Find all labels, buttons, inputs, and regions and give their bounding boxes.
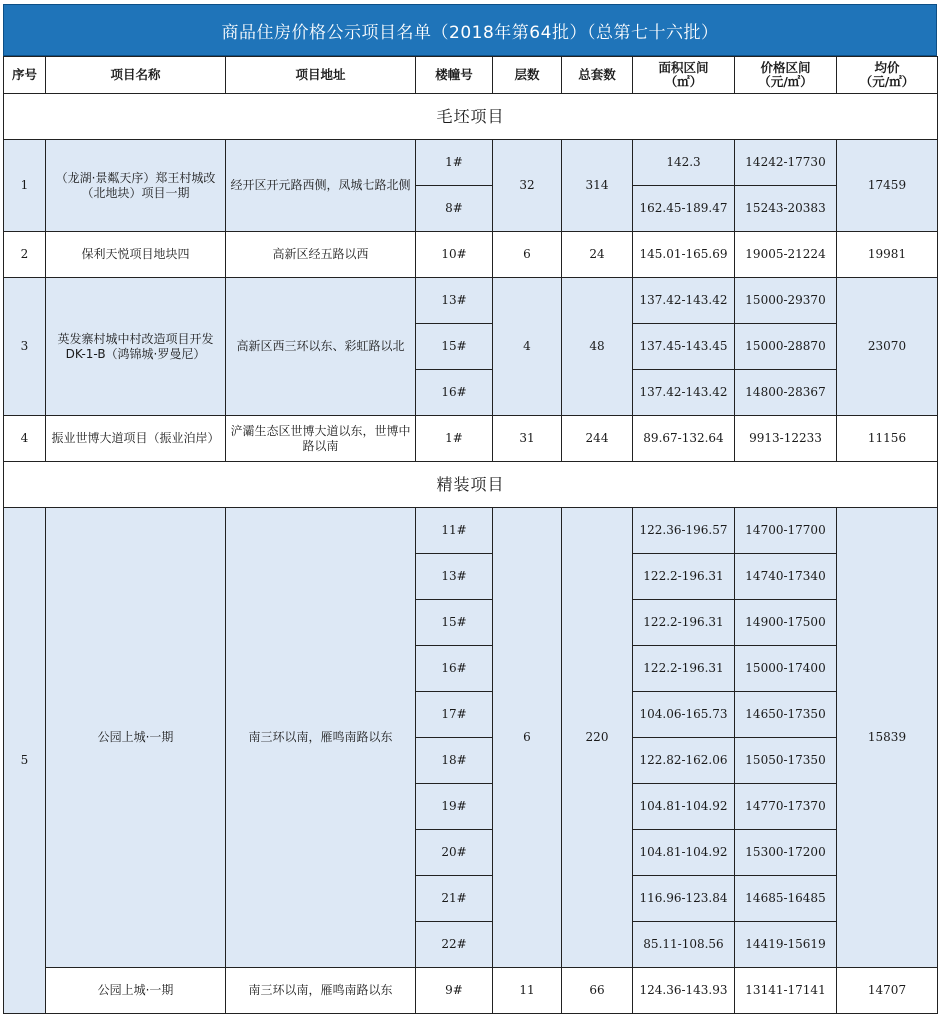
- cell-building: 10#: [416, 232, 493, 278]
- cell-project-name: 保利天悦项目地块四: [46, 232, 226, 278]
- cell-price: 15300-17200: [735, 830, 837, 876]
- cell-no: 3: [4, 278, 46, 416]
- cell-floors: 32: [493, 140, 562, 232]
- section-row: [4, 462, 938, 508]
- price-list-document: [3, 4, 937, 1014]
- cell-units: 48: [562, 278, 633, 416]
- cell-price: 15000-29370: [735, 278, 837, 324]
- col-header-address: 项目地址: [226, 57, 416, 94]
- cell-price: 14650-17350: [735, 692, 837, 738]
- cell-price: 19005-21224: [735, 232, 837, 278]
- cell-avg: 19981: [837, 232, 938, 278]
- cell-price: 14900-17500: [735, 600, 837, 646]
- section-row: [4, 94, 938, 140]
- cell-price: 14740-17340: [735, 554, 837, 600]
- cell-price: 14700-17700: [735, 508, 837, 554]
- cell-building: 22#: [416, 922, 493, 968]
- cell-floors: 6: [493, 232, 562, 278]
- cell-building: 13#: [416, 554, 493, 600]
- cell-area: 104.81-104.92: [633, 830, 735, 876]
- cell-address: 高新区西三环以东、彩虹路以北: [226, 278, 416, 416]
- col-header-units: 总套数: [562, 57, 633, 94]
- section-title: 毛坯项目: [4, 94, 938, 140]
- cell-area: 124.36-143.93: [633, 968, 735, 1014]
- cell-area: 137.42-143.42: [633, 370, 735, 416]
- cell-units: 24: [562, 232, 633, 278]
- cell-building: 11#: [416, 508, 493, 554]
- cell-building: 15#: [416, 600, 493, 646]
- cell-area: 89.67-132.64: [633, 416, 735, 462]
- cell-project-name: 公园上城·一期: [46, 968, 226, 1014]
- cell-building: 18#: [416, 738, 493, 784]
- cell-price: 15050-17350: [735, 738, 837, 784]
- cell-address: 高新区经五路以西: [226, 232, 416, 278]
- cell-building: 21#: [416, 876, 493, 922]
- cell-price: 15243-20383: [735, 186, 837, 232]
- table-row: [4, 278, 938, 324]
- cell-address: 经开区开元路西侧，凤城七路北侧: [226, 140, 416, 232]
- cell-project-name: 振业世博大道项目（振业泊岸）: [46, 416, 226, 462]
- cell-avg: 15839: [837, 508, 938, 968]
- cell-area: 122.82-162.06: [633, 738, 735, 784]
- cell-avg: 11156: [837, 416, 938, 462]
- cell-project-name: 公园上城·一期: [46, 508, 226, 968]
- cell-units: 314: [562, 140, 633, 232]
- cell-units: 220: [562, 508, 633, 968]
- cell-area: 85.11-108.56: [633, 922, 735, 968]
- cell-building: 16#: [416, 646, 493, 692]
- col-header-price: 价格区间 （元/㎡）: [735, 57, 837, 94]
- table-row: [4, 416, 938, 462]
- page-title: 商品住房价格公示项目名单（2018年第64批）（总第七十六批）: [3, 4, 937, 56]
- cell-price: 15000-17400: [735, 646, 837, 692]
- cell-no: 1: [4, 140, 46, 232]
- cell-units: 244: [562, 416, 633, 462]
- cell-floors: 4: [493, 278, 562, 416]
- col-header-area: 面积区间 （㎡）: [633, 57, 735, 94]
- table-row: [4, 968, 938, 1014]
- col-header-building: 楼幢号: [416, 57, 493, 94]
- cell-building: 8#: [416, 186, 493, 232]
- table-row: [4, 508, 938, 554]
- cell-floors: 11: [493, 968, 562, 1014]
- section-title: 精装项目: [4, 462, 938, 508]
- cell-building: 17#: [416, 692, 493, 738]
- cell-building: 20#: [416, 830, 493, 876]
- cell-building: 15#: [416, 324, 493, 370]
- cell-price: 14685-16485: [735, 876, 837, 922]
- cell-project-name: 英发寨村城中村改造项目开发DK-1-B（鸿锦城·罗曼尼）: [46, 278, 226, 416]
- cell-address: 南三环以南，雁鸣南路以东: [226, 968, 416, 1014]
- cell-project-name: （龙湖·景粼天序）郑王村城改（北地块）项目一期: [46, 140, 226, 232]
- cell-area: 145.01-165.69: [633, 232, 735, 278]
- cell-area: 137.42-143.42: [633, 278, 735, 324]
- cell-area: 104.81-104.92: [633, 784, 735, 830]
- cell-area: 122.2-196.31: [633, 600, 735, 646]
- cell-price: 14242-17730: [735, 140, 837, 186]
- cell-no: 2: [4, 232, 46, 278]
- table-row: [4, 232, 938, 278]
- cell-avg: 14707: [837, 968, 938, 1014]
- col-header-floors: 层数: [493, 57, 562, 94]
- cell-price: 15000-28870: [735, 324, 837, 370]
- cell-area: 142.3: [633, 140, 735, 186]
- col-header-name: 项目名称: [46, 57, 226, 94]
- header-row: [4, 57, 938, 94]
- project-table: [3, 56, 938, 1014]
- cell-price: 14419-15619: [735, 922, 837, 968]
- cell-area: 137.45-143.45: [633, 324, 735, 370]
- cell-avg: 23070: [837, 278, 938, 416]
- cell-area: 122.2-196.31: [633, 646, 735, 692]
- cell-price: 9913-12233: [735, 416, 837, 462]
- cell-building: 1#: [416, 140, 493, 186]
- cell-no: 5: [4, 508, 46, 1014]
- table-row: [4, 140, 938, 186]
- cell-avg: 17459: [837, 140, 938, 232]
- cell-building: 19#: [416, 784, 493, 830]
- cell-building: 9#: [416, 968, 493, 1014]
- cell-price: 14770-17370: [735, 784, 837, 830]
- cell-area: 122.2-196.31: [633, 554, 735, 600]
- cell-no: 4: [4, 416, 46, 462]
- cell-address: 南三环以南，雁鸣南路以东: [226, 508, 416, 968]
- cell-floors: 31: [493, 416, 562, 462]
- col-header-avg: 均价 （元/㎡）: [837, 57, 938, 94]
- cell-address: 浐灞生态区世博大道以东，世博中路以南: [226, 416, 416, 462]
- cell-building: 1#: [416, 416, 493, 462]
- cell-area: 122.36-196.57: [633, 508, 735, 554]
- cell-building: 13#: [416, 278, 493, 324]
- cell-price: 14800-28367: [735, 370, 837, 416]
- cell-area: 162.45-189.47: [633, 186, 735, 232]
- cell-building: 16#: [416, 370, 493, 416]
- cell-units: 66: [562, 968, 633, 1014]
- col-header-no: 序号: [4, 57, 46, 94]
- cell-area: 104.06-165.73: [633, 692, 735, 738]
- cell-floors: 6: [493, 508, 562, 968]
- cell-area: 116.96-123.84: [633, 876, 735, 922]
- cell-price: 13141-17141: [735, 968, 837, 1014]
